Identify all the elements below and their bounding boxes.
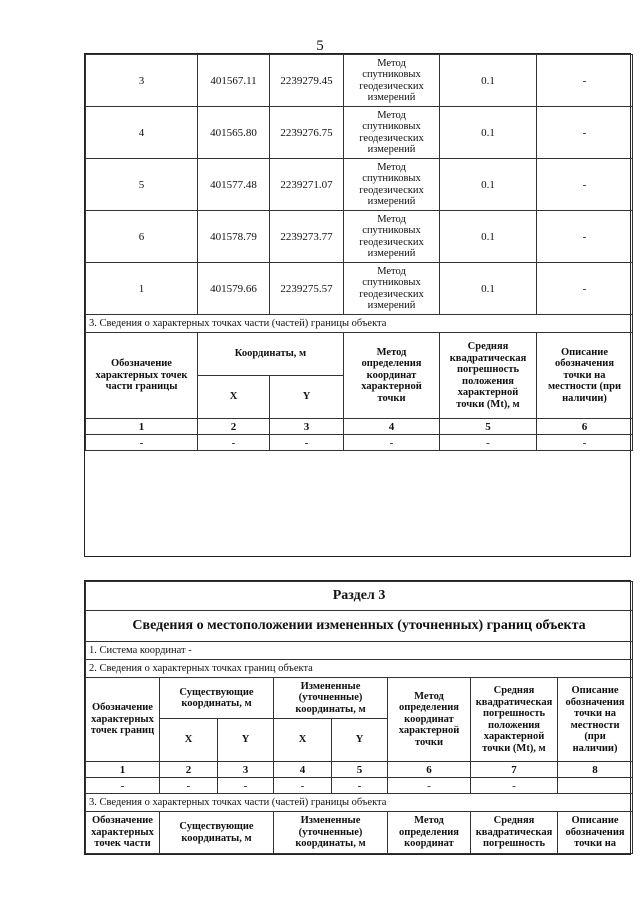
section-title: Раздел 3 (86, 582, 633, 611)
coordinate-x: 401577.48 (198, 159, 270, 211)
section-subtitle: Сведения о местоположении измененных (уточненных) границ объекта (86, 611, 633, 642)
coordinate-y: 2239273.77 (270, 211, 344, 263)
index-cell: 6 (537, 419, 633, 435)
position-error: 0.1 (440, 211, 537, 263)
dash-cell: - (218, 778, 274, 794)
header-error: Средняя квадратическая погрешность (471, 812, 558, 854)
coordinate-y: 2239279.45 (270, 55, 344, 107)
index-cell: 4 (274, 762, 332, 778)
header-existing-y: Y (218, 719, 274, 762)
method-cell: Метод спутниковых геодезических измерений (344, 55, 440, 107)
position-error: 0.1 (440, 55, 537, 107)
method-cell: Метод спутниковых геодезических измерений (344, 159, 440, 211)
header-description: Описание обозначения точки на местности (при наличии) (537, 333, 633, 419)
points-table-continuation (84, 53, 631, 557)
header-method: Метод определения координат (388, 812, 471, 854)
position-error: 0.1 (440, 107, 537, 159)
dash-cell: - (440, 435, 537, 451)
dash-cell: - (86, 778, 160, 794)
coordinate-x: 401578.79 (198, 211, 270, 263)
point-number: 1 (86, 263, 198, 315)
point-number: 3 (86, 55, 198, 107)
section-3-table (84, 580, 631, 855)
part-points-title: 3. Сведения о характерных точках части (частей) границы объекта (86, 794, 633, 812)
point-row (86, 159, 633, 211)
dash-cell (558, 778, 633, 794)
method-cell: Метод спутниковых геодезических измерений (344, 263, 440, 315)
header-existing-coordinates: Существующие координаты, м (160, 812, 274, 854)
header-designation: Обозначение характерных точек части границы (86, 333, 198, 419)
header-designation: Обозначение характерных точек части (86, 812, 160, 854)
header-coordinates: Координаты, м (198, 333, 344, 376)
coordinate-y: 2239276.75 (270, 107, 344, 159)
points-rows (86, 55, 633, 315)
dash-cell: - (198, 435, 270, 451)
point-number: 6 (86, 211, 198, 263)
blank-area (86, 451, 633, 557)
dash-cell: - (160, 778, 218, 794)
coordinate-x: 401565.80 (198, 107, 270, 159)
header-existing-coordinates: Существующие координаты, м (160, 678, 274, 719)
point-row (86, 211, 633, 263)
index-cell: 7 (471, 762, 558, 778)
dash-cell: - (270, 435, 344, 451)
empty-data-row (86, 778, 633, 794)
index-cell: 6 (388, 762, 471, 778)
header-changed-coordinates: Измененные (уточненные) координаты, м (274, 812, 388, 854)
part-points-title: 3. Сведения о характерных точках части (частей) границы объекта (86, 315, 633, 333)
method-cell: Метод спутниковых геодезических измерений (344, 107, 440, 159)
coordinate-system: 1. Система координат - (86, 642, 633, 660)
dash-cell: - (471, 778, 558, 794)
index-cell: 2 (160, 762, 218, 778)
point-description: - (537, 159, 633, 211)
dash-cell: - (537, 435, 633, 451)
method-cell: Метод спутниковых геодезических измерений (344, 211, 440, 263)
header-description: Описание обозначения точки на (558, 812, 633, 854)
point-number: 5 (86, 159, 198, 211)
header-y: Y (270, 376, 344, 419)
coordinate-y: 2239275.57 (270, 263, 344, 315)
dash-cell: - (388, 778, 471, 794)
point-description: - (537, 107, 633, 159)
header-changed-x: X (274, 719, 332, 762)
index-cell: 4 (344, 419, 440, 435)
index-cell: 8 (558, 762, 633, 778)
position-error: 0.1 (440, 159, 537, 211)
position-error: 0.1 (440, 263, 537, 315)
point-number: 4 (86, 107, 198, 159)
header-changed-y: Y (332, 719, 388, 762)
point-description: - (537, 263, 633, 315)
empty-data-row (86, 435, 633, 451)
point-description: - (537, 55, 633, 107)
dash-cell: - (86, 435, 198, 451)
column-index-row (86, 762, 633, 778)
index-cell: 5 (332, 762, 388, 778)
dash-cell: - (344, 435, 440, 451)
header-method: Метод определения координат характерной точки (388, 678, 471, 762)
dash-cell: - (274, 778, 332, 794)
index-cell: 3 (218, 762, 274, 778)
header-error: Средняя квадратическая погрешность положения характерной точки (Mt), м (471, 678, 558, 762)
dash-cell: - (332, 778, 388, 794)
index-cell: 5 (440, 419, 537, 435)
index-cell: 1 (86, 419, 198, 435)
header-error: Средняя квадратическая погрешность положения характерной точки (Mt), м (440, 333, 537, 419)
coordinate-x: 401579.66 (198, 263, 270, 315)
index-cell: 1 (86, 762, 160, 778)
coordinate-y: 2239271.07 (270, 159, 344, 211)
header-existing-x: X (160, 719, 218, 762)
header-changed-coordinates: Измененные (уточненные) координаты, м (274, 678, 388, 719)
index-cell: 3 (270, 419, 344, 435)
header-description: Описание обозначения точки на местности (при наличии) (558, 678, 633, 762)
header-method: Метод определения координат характерной точки (344, 333, 440, 419)
point-row (86, 55, 633, 107)
header-x: X (198, 376, 270, 419)
boundary-points-title: 2. Сведения о характерных точках границ объекта (86, 660, 633, 678)
point-row (86, 107, 633, 159)
column-index-row (86, 419, 633, 435)
point-row (86, 263, 633, 315)
header-designation: Обозначение характерных точек границ (86, 678, 160, 762)
point-description: - (537, 211, 633, 263)
page-number: 5 (316, 38, 324, 54)
coordinate-x: 401567.11 (198, 55, 270, 107)
index-cell: 2 (198, 419, 270, 435)
